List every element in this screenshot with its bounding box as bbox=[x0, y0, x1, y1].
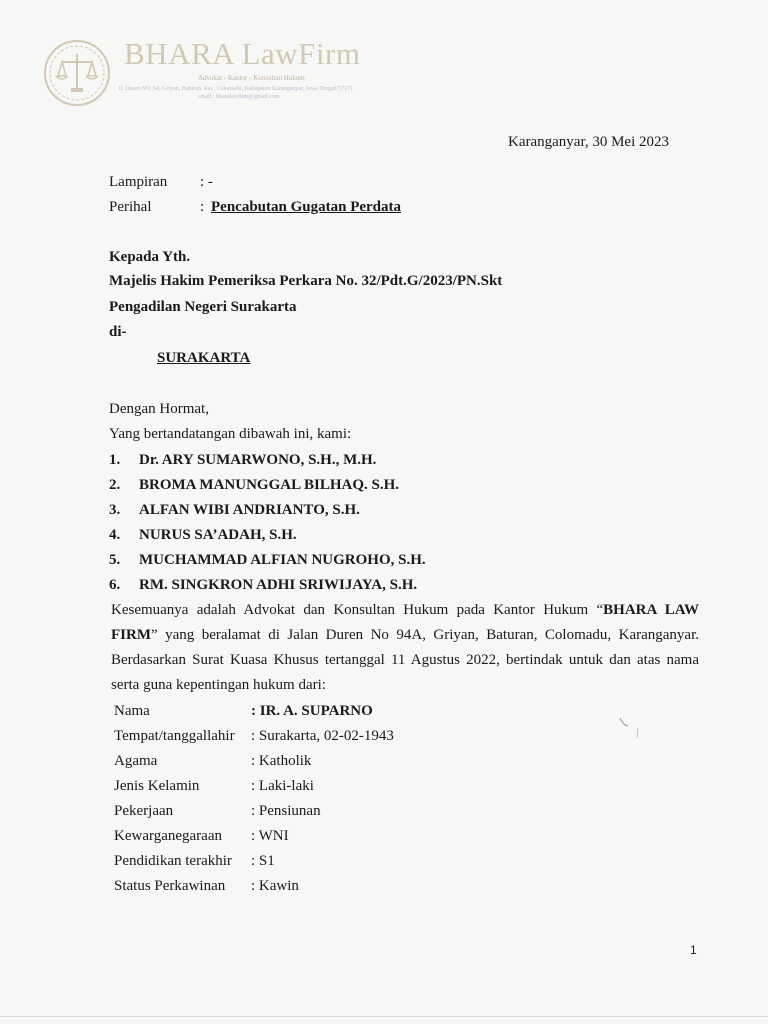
firm-email: email : bharalawfirm@gmail.com bbox=[198, 94, 280, 100]
identity-label: Pekerjaan bbox=[114, 803, 174, 819]
identity-value: : IR. A. SUPARNO bbox=[251, 703, 373, 719]
signatory-number: 3. bbox=[109, 502, 121, 518]
paragraph-text-1: Kesemuanya adalah Advokat dan Konsultan Hukum pada Kantor Hukum “ bbox=[111, 602, 604, 618]
identity-value: : Kawin bbox=[251, 878, 299, 894]
paragraph-text-2: ” yang beralamat di Jalan Duren No 94A, Griyan, Baturan, Colomadu, Karanganyar. Berdasarkan Surat Kuasa Khusus tertanggal 11 Agustus 2022, bertindak untuk dan atas nama serta guna kepentingan hukum dari: bbox=[111, 627, 699, 693]
identity-label: Nama bbox=[114, 703, 150, 719]
signatory-number: 2. bbox=[109, 477, 121, 493]
identity-value: : Surakarta, 02-02-1943 bbox=[251, 728, 394, 744]
greeting: Dengan Hormat, bbox=[109, 401, 209, 417]
paragraph-firm-name: BHARA LAW FIRM bbox=[111, 602, 699, 643]
scan-artifact-mark bbox=[614, 712, 644, 742]
date-line: Karanganyar, 30 Mei 2023 bbox=[507, 134, 669, 150]
identity-label: Status Perkawinan bbox=[114, 878, 226, 894]
firm-tagline: Advokat - Kantor - Konsultan Hukum bbox=[198, 74, 305, 82]
signatory-number: 6. bbox=[109, 577, 121, 593]
signatory-name: MUCHAMMAD ALFIAN NUGROHO, S.H. bbox=[139, 552, 426, 568]
recipient-court: Pengadilan Negeri Surakarta bbox=[109, 299, 297, 315]
identity-label: Tempat/tanggallahir bbox=[114, 728, 235, 744]
body-paragraph bbox=[111, 598, 699, 698]
scales-of-justice-seal-icon bbox=[42, 38, 112, 108]
identity-label: Pendidikan terakhir bbox=[114, 853, 232, 869]
signatory-number: 1. bbox=[109, 452, 121, 468]
page-number: 1 bbox=[690, 943, 697, 957]
identity-value: : Laki-laki bbox=[251, 778, 314, 794]
recipient-di: di- bbox=[109, 324, 127, 340]
identity-value: : S1 bbox=[251, 853, 275, 869]
signatory-name: Dr. ARY SUMARWONO, S.H., M.H. bbox=[139, 452, 377, 468]
signatory-name: RM. SINGKRON ADHI SRIWIJAYA, S.H. bbox=[139, 577, 418, 593]
signatory-name: ALFAN WIBI ANDRIANTO, S.H. bbox=[139, 502, 360, 518]
signatory-name: BROMA MANUNGGAL BILHAQ. S.H. bbox=[139, 477, 400, 493]
signatory-number: 4. bbox=[109, 527, 121, 543]
perihal-colon: : bbox=[200, 199, 205, 215]
identity-label: Jenis Kelamin bbox=[114, 778, 200, 794]
identity-label: Agama bbox=[114, 753, 158, 769]
page-bottom-edge bbox=[0, 1016, 768, 1017]
perihal-value: Pencabutan Gugatan Perdata bbox=[211, 199, 402, 215]
identity-value: : Pensiunan bbox=[251, 803, 321, 819]
firm-address: Jl. Duren NO. 94, Griyan, Baturan, Kec. Colomadu, Kabupaten Karanganyar, Jawa Tengah 57171 bbox=[118, 86, 354, 92]
signatory-name: NURUS SA’ADAH, S.H. bbox=[139, 527, 297, 543]
recipient-salutation: Kepada Yth. bbox=[109, 249, 191, 265]
letterhead bbox=[40, 34, 420, 106]
intro-line: Yang bertandatangan dibawah ini, kami: bbox=[109, 426, 352, 442]
identity-value: : WNI bbox=[251, 828, 289, 844]
identity-value: : Katholik bbox=[251, 753, 312, 769]
lampiran-value: : - bbox=[200, 174, 213, 190]
firm-name: BHARA LawFirm bbox=[124, 36, 361, 71]
lampiran-label: Lampiran bbox=[109, 174, 168, 190]
perihal-label: Perihal bbox=[109, 199, 152, 215]
identity-label: Kewarganegaraan bbox=[114, 828, 222, 844]
recipient-judges: Majelis Hakim Pemeriksa Perkara No. 32/Pdt.G/2023/PN.Skt bbox=[109, 273, 503, 289]
signatory-number: 5. bbox=[109, 552, 121, 568]
recipient-city: SURAKARTA bbox=[157, 350, 251, 366]
